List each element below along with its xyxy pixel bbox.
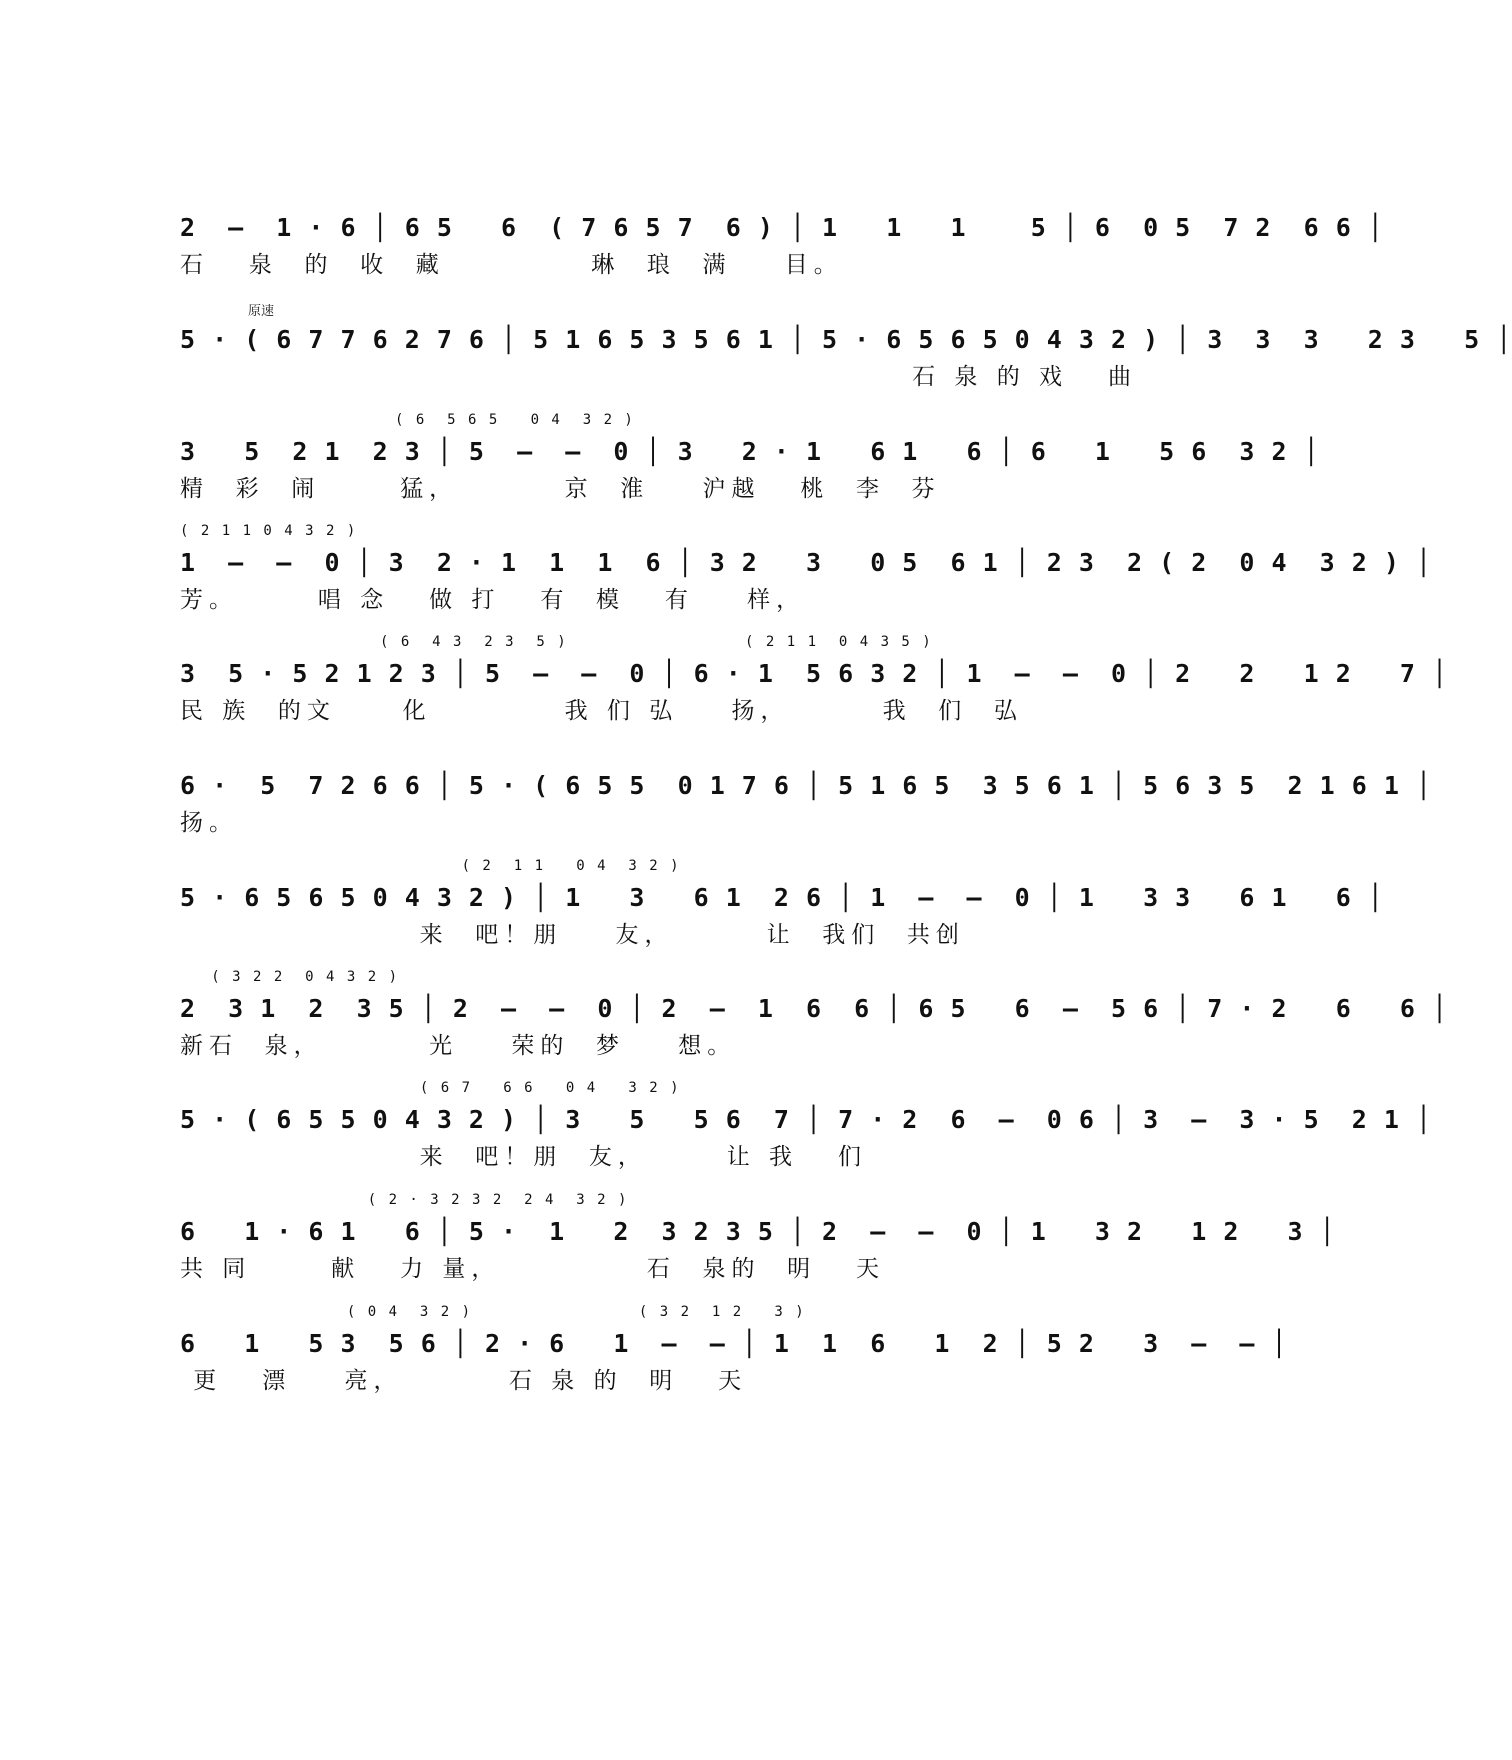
notes-line: 5 · ( 6 5 5 0 4 3 2 ) │ 3 5 5 6 7 │ 7 · 2 6 – 0 6 │ 3 – 3 · 5 2 1 │ bbox=[180, 1105, 1432, 1134]
interlude-line: ( 2 · 3 2 3 2 2 4 3 2 ) bbox=[180, 1192, 629, 1208]
lyrics-line: 民 族 的文 化 我 们 弘 扬， 我 们 弘 bbox=[180, 698, 1023, 724]
interlude-line: ( 0 4 3 2 ) ( 3 2 1 2 3 ) bbox=[180, 1304, 806, 1320]
lyrics-line: 石 泉 的 戏 曲 bbox=[180, 364, 1137, 390]
notes-line: 1 – – 0 │ 3 2 · 1 1 1 6 │ 3 2 3 0 5 6 1 │ 2 3 2 ( 2 0 4 3 2 ) │ bbox=[180, 548, 1432, 577]
lyrics-line: 石 泉 的 收 藏 琳 琅 满 目。 bbox=[180, 252, 843, 278]
lyrics-line: 共 同 献 力 量， 石 泉的 明 天 bbox=[180, 1256, 886, 1282]
lyrics-line: 芳。 唱 念 做 打 有 模 有 样， bbox=[180, 587, 806, 613]
interlude-line: ( 3 2 2 0 4 3 2 ) bbox=[180, 969, 400, 985]
tempo-mark: 原速 bbox=[248, 304, 275, 319]
interlude-line: ( 6 4 3 2 3 5 ) ( 2 1 1 0 4 3 5 ) bbox=[380, 634, 933, 650]
interlude-line: ( 6 7 6 6 0 4 3 2 ) bbox=[180, 1080, 681, 1096]
notes-line: 3 5 2 1 2 3 │ 5 – – 0 │ 3 2 · 1 6 1 6 │ 6 1 5 6 3 2 │ bbox=[180, 437, 1320, 466]
interlude-line: ( 2 1 1 0 4 3 2 ) bbox=[180, 523, 358, 539]
notes-line: 5 · 6 5 6 5 0 4 3 2 ) │ 1 3 6 1 2 6 │ 1 – – 0 │ 1 3 3 6 1 6 │ bbox=[180, 883, 1384, 912]
lyrics-line: 扬。 bbox=[180, 810, 238, 836]
notes-line: 6 · 5 7 2 6 6 │ 5 · ( 6 5 5 0 1 7 6 │ 5 1 6 5 3 5 6 1 │ 5 6 3 5 2 1 6 1 │ bbox=[180, 771, 1432, 800]
lyrics-line: 来 吧！朋 友， 让 我 们 bbox=[180, 1144, 867, 1170]
notes-line: 2 – 1 · 6 │ 6 5 6 ( 7 6 5 7 6 ) │ 1 1 1 5 │ 6 0 5 7 2 6 6 │ bbox=[180, 213, 1384, 242]
lyrics-line: 更 漂 亮， 石 泉 的 明 天 bbox=[180, 1368, 748, 1394]
notes-line: 5 · ( 6 7 7 6 2 7 6 │ 5 1 6 5 3 5 6 1 │ 5 · 6 5 6 5 0 4 3 2 ) │ 3 3 3 2 3 5 │ bbox=[180, 325, 1512, 354]
lyrics-line: 新石 泉， 光 荣的 梦 想。 bbox=[180, 1033, 737, 1059]
notes-line: 6 1 · 6 1 6 │ 5 · 1 2 3 2 3 5 │ 2 – – 0 │ 1 3 2 1 2 3 │ bbox=[180, 1217, 1336, 1246]
interlude-line: ( 6 5 6 5 0 4 3 2 ) bbox=[395, 412, 635, 428]
lyrics-line: 精 彩 闹 猛， 京 淮 沪越 桃 李 芬 bbox=[180, 476, 941, 502]
interlude-line: ( 2 1 1 0 4 3 2 ) bbox=[180, 858, 681, 874]
notes-line: 2 3 1 2 3 5 │ 2 – – 0 │ 2 – 1 6 6 │ 6 5 6 – 5 6 │ 7 · 2 6 6 │ bbox=[180, 994, 1449, 1023]
notes-line: 6 1 5 3 5 6 │ 2 · 6 1 – – │ 1 1 6 1 2 │ 5 2 3 – – │ bbox=[180, 1329, 1288, 1358]
notes-line: 3 5 · 5 2 1 2 3 │ 5 – – 0 │ 6 · 1 5 6 3 2 │ 1 – – 0 │ 2 2 1 2 7 │ bbox=[180, 659, 1449, 688]
lyrics-line: 来 吧！朋 友， 让 我们 共创 bbox=[180, 922, 965, 948]
